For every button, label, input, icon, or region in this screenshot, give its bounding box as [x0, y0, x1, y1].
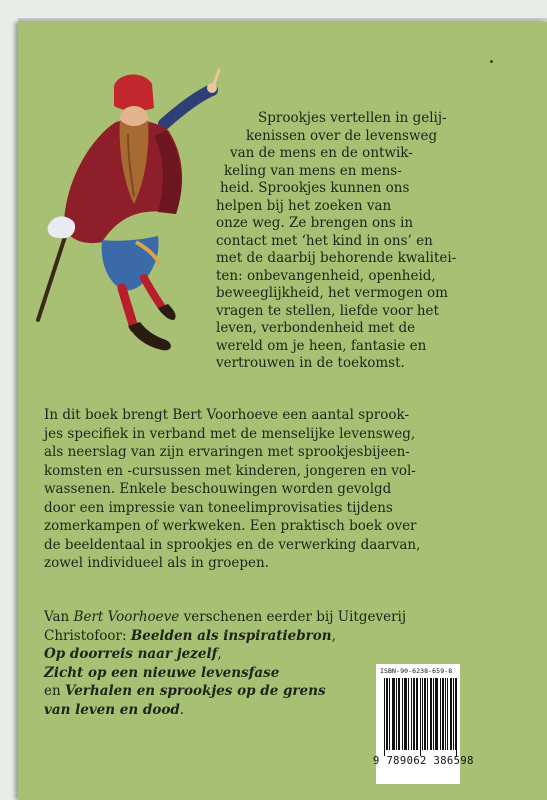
description-line: zowel individueel als in groepen. [44, 555, 269, 571]
text-fragment: , [217, 646, 222, 662]
barcode-bar [387, 678, 388, 750]
barcode-bar [443, 678, 444, 750]
barcode-bar [402, 678, 403, 750]
barcode-bar [408, 678, 409, 750]
barcode-bar [437, 678, 438, 750]
description-line: wassenen. Enkele beschouwingen worden gevolgd [44, 481, 392, 497]
description-line: zomerkampen of werkweken. Een praktisch boek over [44, 518, 417, 534]
intro-paragraph [216, 110, 456, 373]
description-line: In dit boek brengt Bert Voorhoeve een aantal sprook- [44, 407, 410, 423]
storyteller-figure-icon [36, 64, 226, 374]
book-title: Op doorreis naar jezelf [44, 646, 218, 662]
description-line: komsten en -cursussen met kinderen, jongeren en vol- [44, 462, 416, 479]
barcode-bar [393, 678, 394, 750]
barcode-bar [396, 678, 397, 750]
author-name: Bert Voorhoeve [73, 609, 180, 625]
intro-line: onze weg. Ze brengen ons in [216, 215, 414, 231]
other-works-line [44, 645, 384, 664]
book-title: Beelden als inspiratiebron [130, 627, 332, 644]
book-title: Verhalen en sprookjes op de grens [64, 683, 326, 699]
other-works-line [44, 627, 384, 646]
intro-line: Sprookjes vertellen in gelij- [258, 110, 447, 126]
barcode-icon [384, 678, 458, 756]
barcode-bar [440, 678, 441, 750]
barcode-bar [456, 678, 457, 756]
other-works-line [44, 664, 384, 683]
description-line: als neerslag van zijn ervaringen met sprookjesbijeen- [44, 444, 410, 460]
barcode-bar [422, 678, 423, 750]
barcode-bar [404, 678, 405, 750]
ean-digits: 9 789062 386598 [373, 755, 474, 767]
barcode-bar [394, 678, 395, 750]
barcode-bar [451, 678, 452, 750]
other-works-paragraph [44, 608, 407, 719]
barcode-bar [416, 678, 417, 750]
intro-line: beweeglijkheid, het vermogen om [216, 285, 448, 301]
barcode-bar [389, 678, 390, 750]
description-line: jes specifiek in verband met de menselijke levensweg, [44, 425, 416, 442]
barcode-bar [435, 678, 436, 750]
barcode-bar [392, 678, 393, 750]
speck [490, 60, 493, 63]
intro-line: wereld om je heen, fantasie en [216, 337, 427, 354]
intro-line: met de daarbij behorende kwalitei- [216, 250, 457, 266]
intro-line: vertrouwen in de toekomst. [216, 355, 405, 371]
intro-line: van de mens en de ontwik- [230, 145, 413, 161]
barcode-bar [411, 678, 412, 750]
description-paragraph [44, 406, 524, 573]
barcode-bar [425, 678, 426, 750]
barcode-bar [447, 678, 448, 750]
barcode-bar [431, 678, 432, 750]
intro-line: keling van mens en mens- [224, 162, 402, 179]
barcode-bar [405, 678, 406, 750]
barcode-bar [398, 678, 399, 750]
barcode-bar [414, 678, 415, 750]
intro-line: kenissen over de levensweg [246, 127, 438, 144]
barcode-bar [436, 678, 437, 750]
text-fragment: verschenen eerder bij Uitgeverij [179, 609, 407, 625]
text-fragment: Van [44, 609, 74, 625]
other-works-line [44, 701, 384, 720]
book-title: Zicht op een nieuwe levensfase [44, 664, 280, 681]
barcode-bar [445, 678, 446, 750]
intro-line: helpen bij het zoeken van [216, 197, 392, 214]
barcode-bar [413, 678, 414, 750]
barcode-bar [386, 678, 387, 750]
text-fragment: Christofoor: [44, 627, 131, 644]
barcode-bar [430, 678, 431, 750]
barcode-bar [427, 678, 428, 750]
other-works-line [44, 608, 407, 627]
barcode-bar [424, 678, 425, 750]
intro-line: contact met ‘het kind in ons’ en [216, 232, 433, 249]
intro-line: ten: onbevangenheid, openheid, [216, 267, 436, 284]
barcode-bar [455, 678, 456, 750]
barcode-bar [406, 678, 407, 750]
intro-line: vragen te stellen, liefde voor het [216, 302, 439, 319]
book-title: van leven en dood [44, 701, 180, 718]
description-line: door een impressie van toneelimprovisaties tijdens [44, 499, 393, 516]
text-fragment: en [44, 683, 65, 699]
intro-line: heid. Sprookjes kunnen ons [220, 180, 410, 196]
text-fragment: , [331, 627, 336, 644]
barcode-bar [399, 678, 400, 750]
barcode-bar [417, 678, 418, 750]
barcode-bar [442, 678, 443, 750]
intro-line: leven, verbondenheid met de [216, 320, 416, 336]
barcode-bar [453, 678, 454, 750]
other-works-line [44, 682, 384, 701]
description-line: de beeldentaal in sprookjes en de verwerking daarvan, [44, 536, 421, 553]
barcode-bar [420, 678, 421, 756]
barcode-bar [384, 678, 385, 756]
barcode-bar [433, 678, 434, 750]
isbn-number: ISBN-90-6238-659-8 [380, 667, 453, 675]
text-fragment: . [179, 701, 185, 718]
barcode-bar [450, 678, 451, 750]
